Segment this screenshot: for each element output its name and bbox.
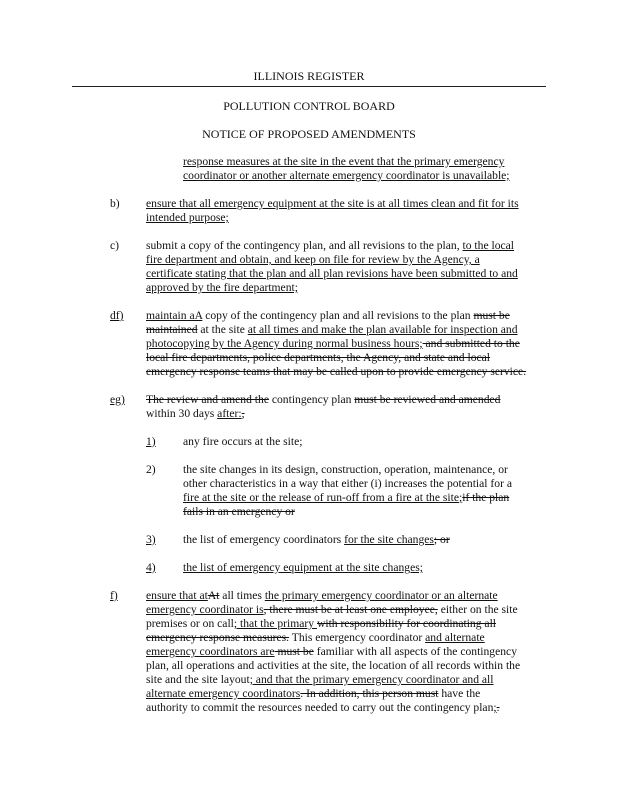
item-f-line-8: alternate emergency coordinators. In addition, this person must have the <box>146 687 481 700</box>
item-e-line-1: The review and amend the contingency plan must be reviewed and amended <box>146 393 501 406</box>
intro-line-2: coordinator or another alternate emergency coordinator is unavailable; <box>183 169 510 182</box>
item-b-label: b) <box>110 197 120 210</box>
item-f-line-9: authority to commit the resources needed to carry out the contingency plan;. <box>146 701 500 714</box>
board-title: POLLUTION CONTROL BOARD <box>223 99 395 113</box>
sub-2-line-1: the site changes in its design, construction, operation, maintenance, or <box>183 463 508 476</box>
item-f-line-7: site and the site layout; and that the primary emergency coordinator and all <box>146 673 494 686</box>
notice-title: NOTICE OF PROPOSED AMENDMENTS <box>202 127 416 141</box>
item-d-label: df) <box>110 309 124 322</box>
sub-3-label: 3) <box>146 533 156 546</box>
sub-2-line-2: other characteristics in a way that either (i) increases the potential for a <box>183 477 512 490</box>
item-c-line-3: certificate stating that the plan and all plan revisions have been submitted to and <box>146 267 518 280</box>
item-f-line-3: premises or on call; that the primary with responsibility for coordinating all <box>146 617 497 630</box>
item-d-line-2: maintained at the site at all times and make the plan available for inspection and <box>146 323 518 336</box>
item-d-line-4: local fire departments, police departments, the Agency, and state and local <box>146 351 491 364</box>
register-title: ILLINOIS REGISTER <box>253 69 365 83</box>
item-b-line-2: intended purpose; <box>146 211 229 224</box>
sub-3-text: the list of emergency coordinators for the site changes; or <box>183 533 450 546</box>
item-c-line-1: submit a copy of the contingency plan, and all revisions to the plan, to the local <box>146 239 515 252</box>
item-b-line-1: ensure that all emergency equipment at the site is at all times clean and fit for its <box>146 197 519 210</box>
item-d-line-5: emergency response teams that may be called upon to provide emergency service. <box>146 365 527 378</box>
item-c-line-2: fire department and obtain, and keep on file for review by the Agency, a <box>146 253 480 266</box>
sub-1-text: any fire occurs at the site; <box>183 435 303 448</box>
header-rule <box>72 86 546 87</box>
item-e-label: eg) <box>110 393 125 406</box>
item-c-line-4: approved by the fire department; <box>146 281 298 294</box>
item-f-line-5: emergency coordinators are must be familiar with all aspects of the contingency <box>146 645 517 658</box>
item-d-line-1: maintain aA copy of the contingency plan and all revisions to the plan must be <box>146 309 510 322</box>
item-f-line-2: emergency coordinator is, there must be at least one employee, either on the site <box>146 603 518 616</box>
sub-4-text: the list of emergency equipment at the site changes; <box>183 561 423 574</box>
sub-4-label: 4) <box>146 561 156 574</box>
sub-2-line-4: fails in an emergency or <box>183 505 295 518</box>
item-f-line-6: plan, all operations and activities at the site, the location of all records within the <box>146 659 521 672</box>
sub-2-label: 2) <box>146 463 156 476</box>
item-f-line-4: emergency response measures. This emergency coordinator and alternate <box>146 631 485 644</box>
item-e-line-2: within 30 days after:, <box>146 407 245 420</box>
item-f-line-1: ensure that atAt all times the primary emergency coordinator or an alternate <box>146 589 498 602</box>
item-c-label: c) <box>110 239 120 252</box>
item-f-label: f) <box>110 589 118 602</box>
sub-1-label: 1) <box>146 435 156 448</box>
item-d-line-3: photocopying by the Agency during normal business hours; and submitted to the <box>146 337 520 350</box>
sub-2-line-3: fire at the site or the release of run-off from a fire at the site;if the plan <box>183 491 510 504</box>
intro-line-1: response measures at the site in the event that the primary emergency <box>183 155 505 168</box>
